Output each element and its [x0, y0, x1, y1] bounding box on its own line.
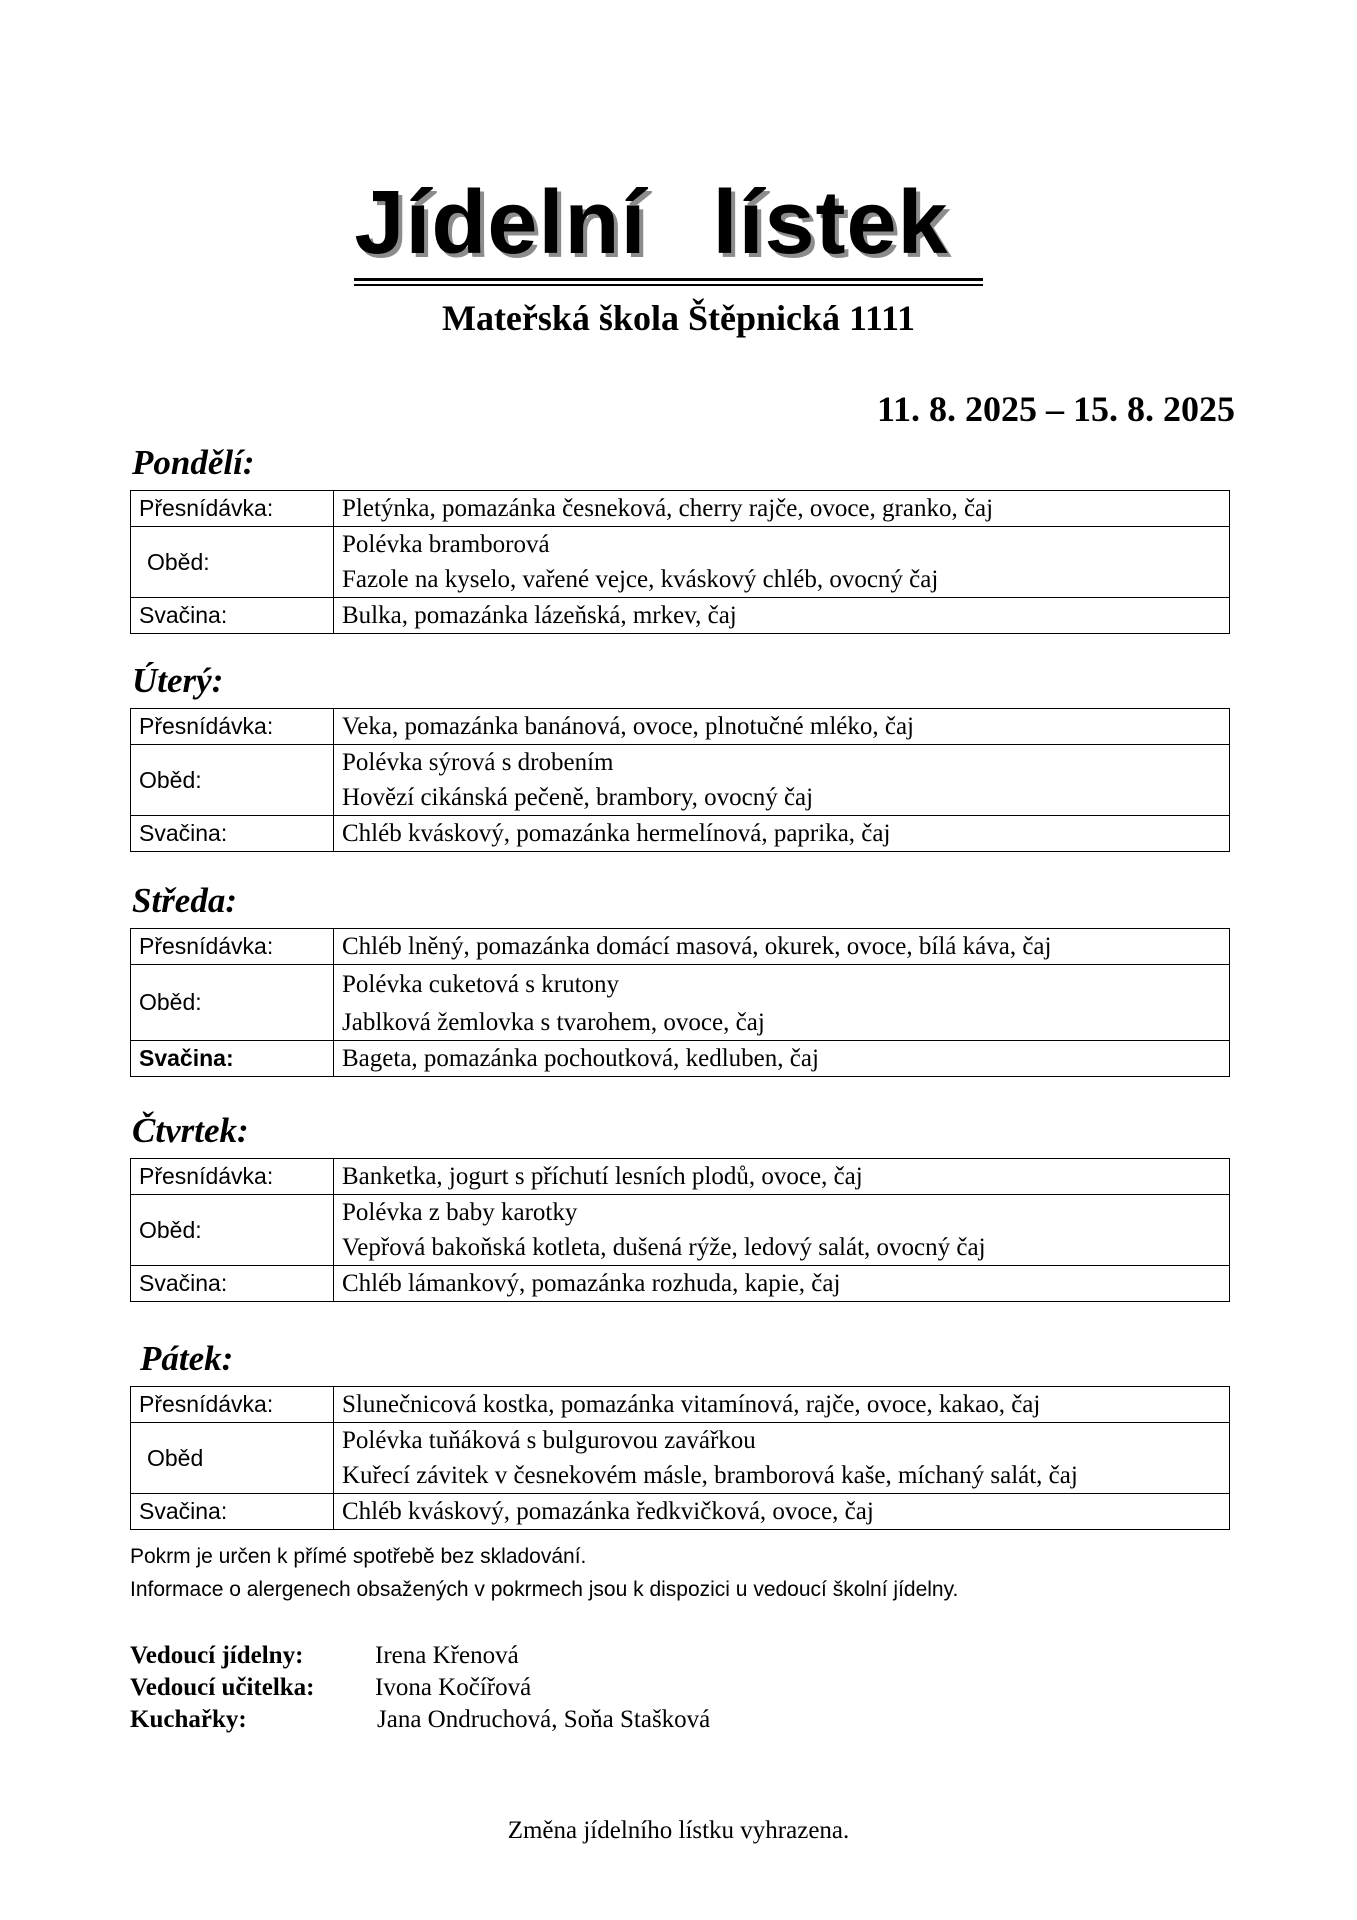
staff-row [130, 1640, 710, 1672]
day-name: Pátek: [140, 1339, 234, 1378]
row-lunch [131, 1195, 1230, 1266]
note-storage: Pokrm je určen k přímé spotřebě bez skladování. [130, 1545, 587, 1568]
menu-table [130, 490, 1230, 634]
staff-row [130, 1672, 710, 1704]
label-lunch: Oběd: [131, 745, 334, 816]
lunch-main: Fazole na kyselo, vařené vejce, kváskový chléb, ovocný čaj [342, 566, 939, 593]
day-monday [130, 442, 1230, 634]
lunch-main: Hovězí cikánská pečeně, brambory, ovocný čaj [342, 784, 814, 811]
lunch-soup: Polévka z baby karotky [342, 1199, 578, 1226]
label-lunch: Oběd: [131, 527, 334, 598]
date-range: 11. 8. 2025 – 15. 8. 2025 [876, 389, 1235, 429]
menu-table [130, 708, 1230, 852]
lunch-cell [334, 527, 1230, 598]
lunch-main: Jablková žemlovka s tvarohem, ovoce, čaj [342, 1009, 765, 1036]
row-lunch [131, 965, 1230, 1041]
day-thursday [130, 1110, 1230, 1302]
staff-role: Kuchařky: [130, 1706, 247, 1733]
snack-am-text: Chléb lněný, pomazánka domácí masová, okurek, ovoce, bílá káva, čaj [334, 929, 1230, 965]
snack-pm-text: Bulka, pomazánka lázeňská, mrkev, čaj [334, 598, 1230, 634]
snack-am-text: Pletýnka, pomazánka česneková, cherry rajče, ovoce, granko, čaj [334, 491, 1230, 527]
label-lunch: Oběd: [131, 1195, 334, 1266]
lunch-soup: Polévka cuketová s krutony [342, 971, 620, 998]
row-lunch [131, 527, 1230, 598]
label-lunch: Oběd [131, 1423, 334, 1494]
lunch-main: Vepřová bakoňská kotleta, dušená rýže, ledový salát, ovocný čaj [342, 1234, 986, 1261]
label-snack-am: Přesnídávka: [131, 929, 334, 965]
row-lunch [131, 745, 1230, 816]
day-wednesday [130, 880, 1230, 1077]
label-snack-am: Přesnídávka: [131, 1159, 334, 1195]
lunch-cell [334, 1195, 1230, 1266]
label-snack-am: Přesnídávka: [131, 1387, 334, 1423]
staff-name: Ivona Kočířová [375, 1674, 532, 1701]
lunch-main: Kuřecí závitek v česnekovém másle, bramborová kaše, míchaný salát, čaj [342, 1462, 1078, 1489]
row-lunch [131, 1423, 1230, 1494]
row-snack-pm [131, 816, 1230, 852]
day-name: Čtvrtek: [132, 1111, 249, 1150]
school-name: Mateřská škola Štěpnická 1111 [441, 298, 916, 338]
row-snack-am [131, 491, 1230, 527]
note-allergens: Informace o alergenech obsažených v pokrmech jsou k dispozici u vedoucí školní jídelny. [130, 1578, 959, 1601]
staff-name: Jana Ondruchová, Soňa Stašková [377, 1706, 711, 1733]
row-snack-am [131, 929, 1230, 965]
staff-role: Vedoucí učitelka: [130, 1674, 315, 1701]
staff-list [130, 1640, 710, 1736]
day-name: Úterý: [132, 661, 224, 700]
snack-pm-text: Chléb lámankový, pomazánka rozhuda, kapie, čaj [334, 1266, 1230, 1302]
day-friday [130, 1338, 1230, 1530]
row-snack-pm [131, 598, 1230, 634]
snack-pm-text: Bageta, pomazánka pochoutková, kedluben, čaj [334, 1041, 1230, 1077]
lunch-soup: Polévka bramborová [342, 531, 550, 558]
lunch-cell [334, 1423, 1230, 1494]
label-lunch: Oběd: [131, 965, 334, 1041]
snack-pm-text: Chléb kváskový, pomazánka hermelínová, paprika, čaj [334, 816, 1230, 852]
lunch-soup: Polévka sýrová s drobením [342, 749, 614, 776]
label-snack-pm: Svačina: [131, 598, 334, 634]
label-snack-am: Přesnídávka: [131, 491, 334, 527]
menu-table [130, 928, 1230, 1077]
row-snack-pm [131, 1494, 1230, 1530]
lunch-soup: Polévka tuňáková s bulgurovou zavářkou [342, 1427, 756, 1454]
lunch-cell [334, 965, 1230, 1041]
snack-pm-text: Chléb kváskový, pomazánka ředkvičková, ovoce, čaj [334, 1494, 1230, 1530]
row-snack-pm [131, 1266, 1230, 1302]
staff-role: Vedoucí jídelny: [130, 1642, 304, 1669]
notes [130, 1540, 958, 1606]
snack-am-text: Banketka, jogurt s příchutí lesních plodů, ovoce, čaj [334, 1159, 1230, 1195]
page-title: Jídelní lístek [354, 178, 982, 281]
row-snack-am [131, 709, 1230, 745]
snack-am-text: Veka, pomazánka banánová, ovoce, plnotučné mléko, čaj [334, 709, 1230, 745]
label-snack-pm: Svačina: [131, 1266, 334, 1302]
label-snack-am: Přesnídávka: [131, 709, 334, 745]
title-block [0, 173, 1357, 281]
row-snack-am [131, 1387, 1230, 1423]
footer-note: Změna jídelního lístku vyhrazena. [507, 1817, 850, 1844]
row-snack-pm [131, 1041, 1230, 1077]
menu-table [130, 1158, 1230, 1302]
day-tuesday [130, 660, 1230, 852]
snack-am-text: Slunečnicová kostka, pomazánka vitamínová, rajče, ovoce, kakao, čaj [334, 1387, 1230, 1423]
menu-table [130, 1386, 1230, 1530]
staff-name: Irena Křenová [375, 1642, 519, 1669]
label-snack-pm: Svačina: [131, 1041, 334, 1077]
row-snack-am [131, 1159, 1230, 1195]
staff-row [130, 1704, 710, 1736]
label-snack-pm: Svačina: [131, 1494, 334, 1530]
lunch-cell [334, 745, 1230, 816]
label-snack-pm: Svačina: [131, 816, 334, 852]
day-name: Středa: [132, 881, 237, 920]
day-name: Pondělí: [132, 443, 255, 482]
